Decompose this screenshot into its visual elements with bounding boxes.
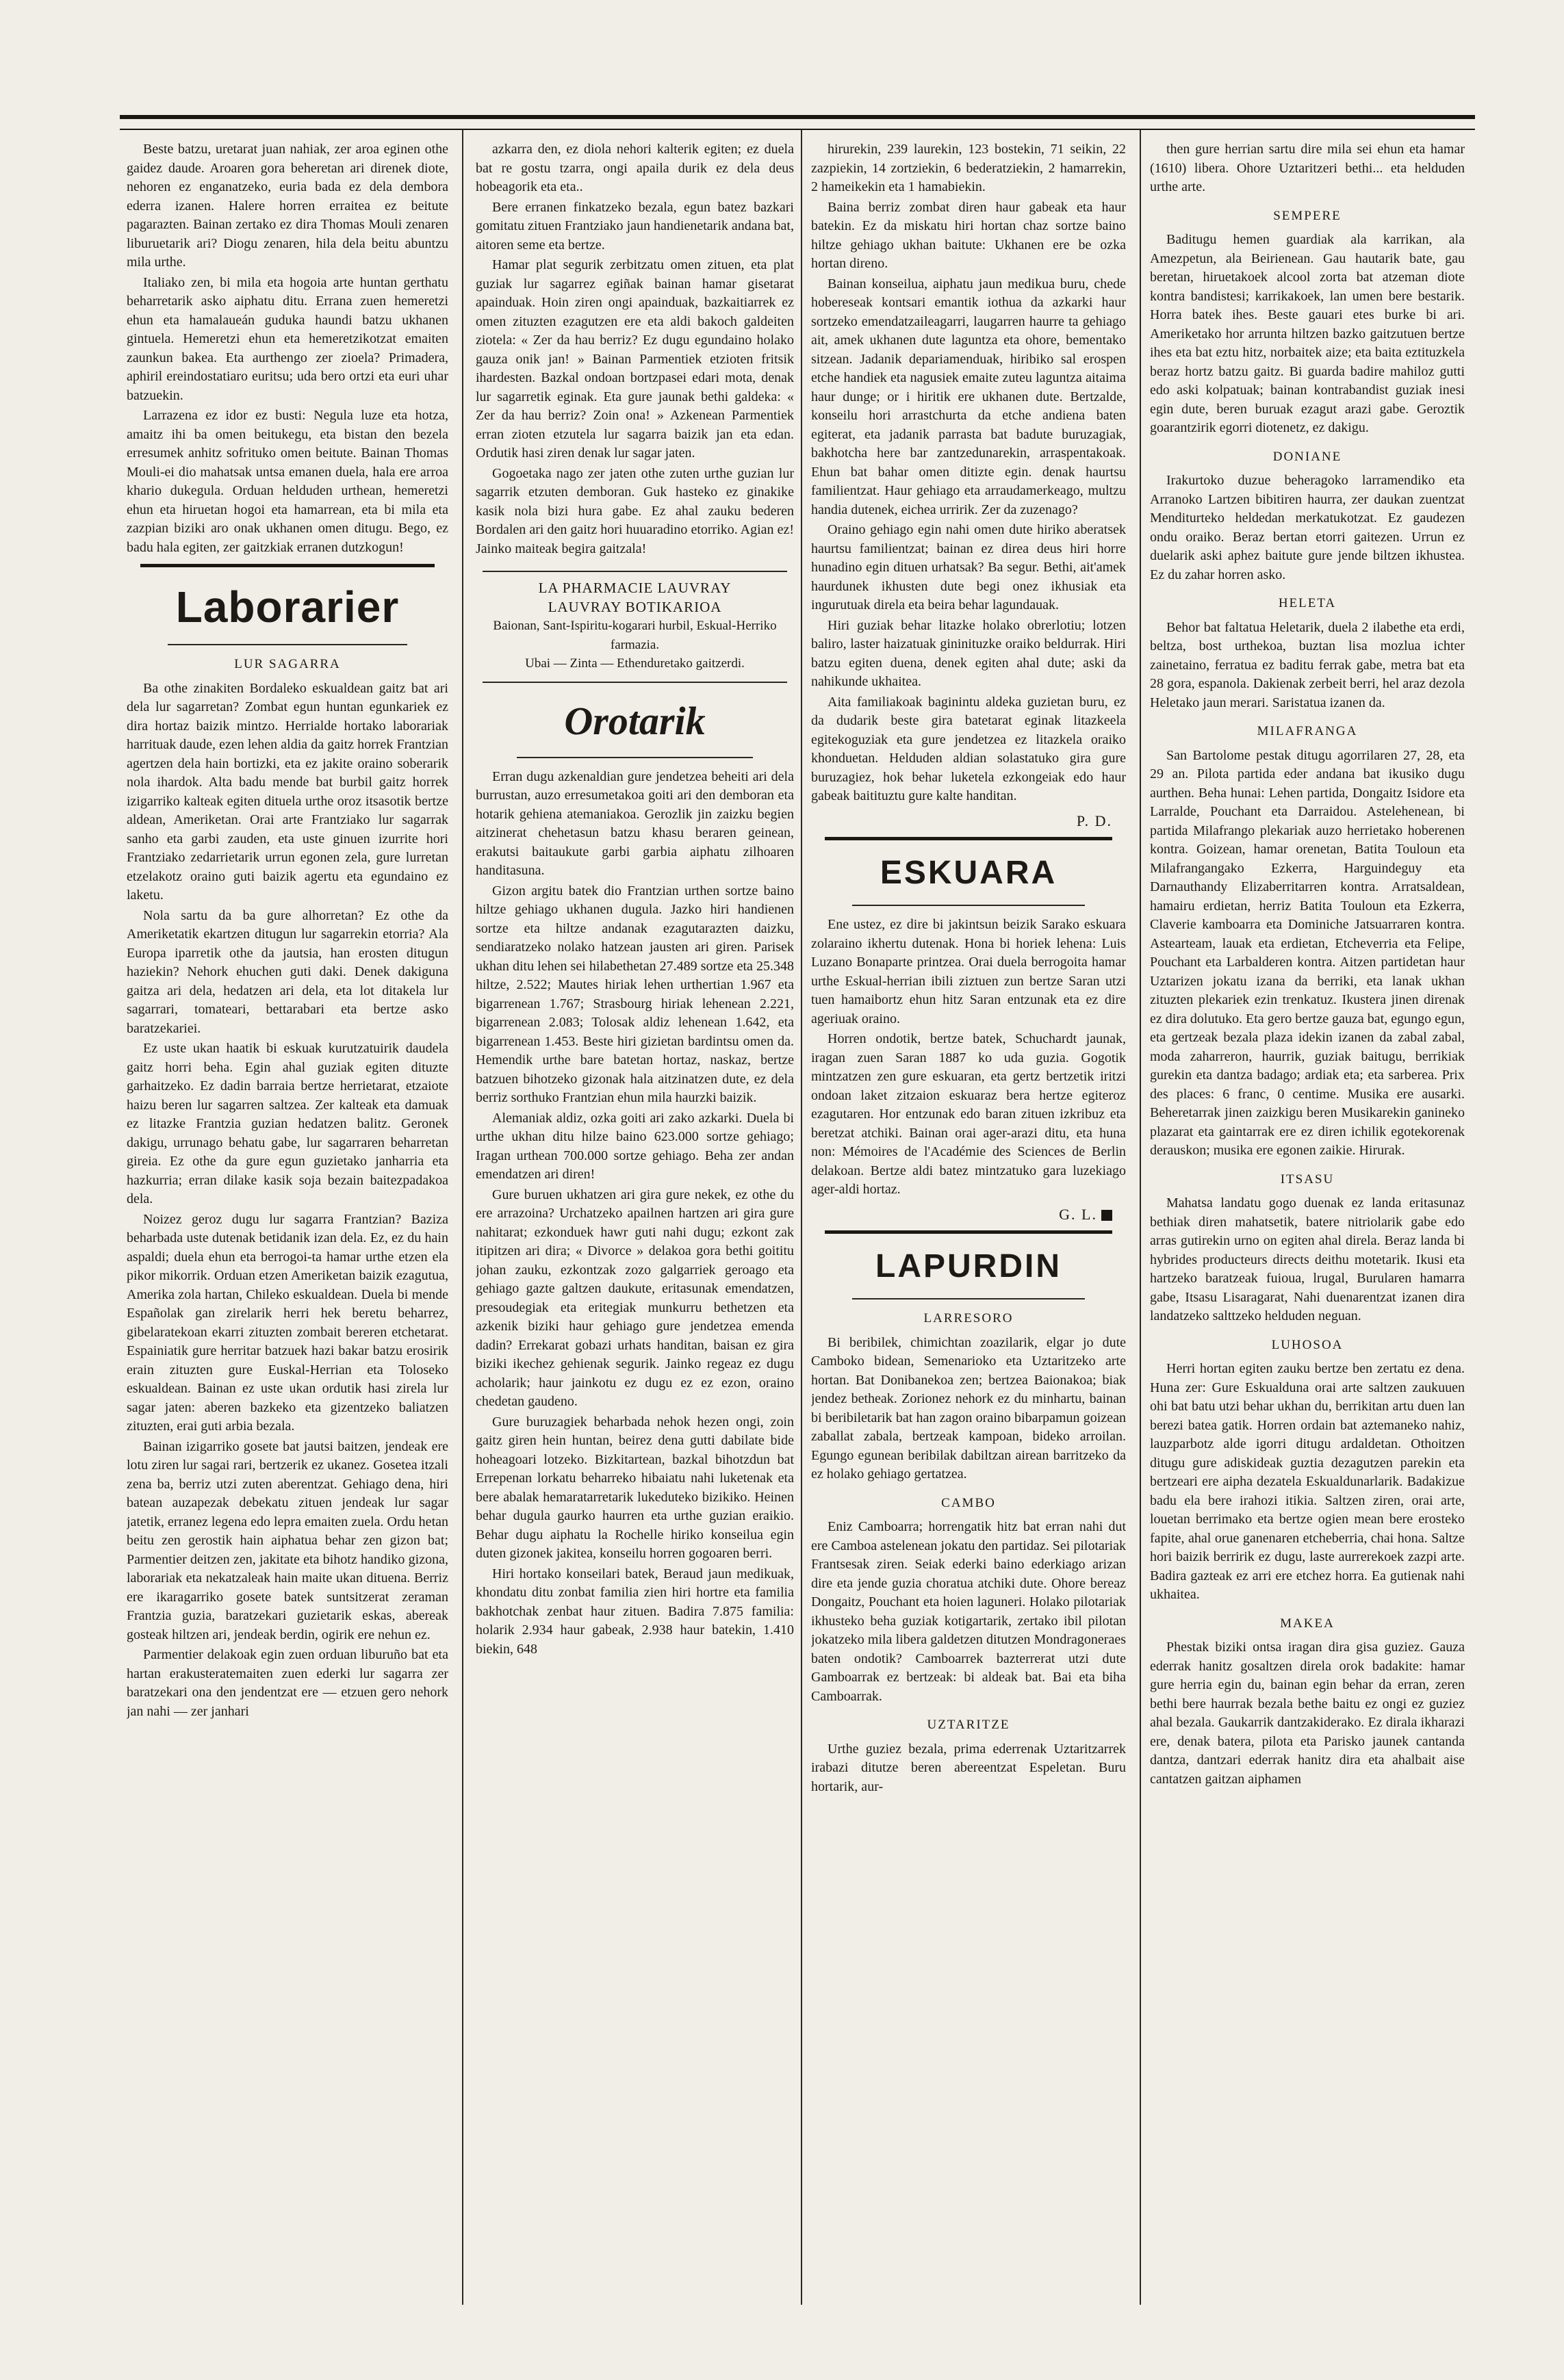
column-1 [127,140,448,2298]
paragraph: San Bartolome pestak ditugu agorrilaren 27, 28, eta 29 an. Pilota partida eder andana bat ikusiko dugu aurthen. Beha hunai: Lehen partida, Dongaitz Isidore eta Larralde, Pouchant eta Darraidou. Astelehenean, bi partida Milafrango plekariak auzo herrietako hoberenen kontra. Goizean, hamar orenetan, Batita Touloun eta Milafrangangako Ezkerra, Harguindeguy eta Darnauthandy Elizaberritarren kontra. Arratsaldean, hamairu erdietan, herriz Batita Touloun eta Ezkerra, Claverie kamboarra eta Dominiche Jatsuarraren kontra. Astearteam, lauak eta erdietan, Etcheverria eta Felipe, Pouchant eta Larbalderen kontra. Aitzen partidetan haur Uztarizen jokatu izana da berriki, eta lanak ukhan zituzten plekariek ezin trenkatuz. Ikustera jinen direnak ez dira dolutuko. Eta gero bertze gauza bat, egungo egun, eta gertzeak bezala plaza idekin izanen da zabal zabal, moda zaharreron, haurrik, guziak baitugu, berrikiak gurekin eta dantza badago; ardiak eta; eta sarberea. Prix des places: 6 franc, 0 centime. Musika ere ausarki. Beheretarrak jinen zaizkigu beren Musikarekin ganineko plazarat eta gaintarrak ere ez diren ichilik egotekorenak derauskon; musika ere egonen zaikie. Hirurak. [1150,747,1465,1158]
signature: P. D. [1076,812,1112,829]
signature-text: G. L. [1059,1205,1097,1223]
section-title: ITSASU [1280,1172,1335,1187]
paragraph: Bi beribilek, chimichtan zoazilarik, elgar jo dute Camboko bidean, Semenarioko eta Uztaritzeko arte hortan. Bat Donibanekoa zen; bertzea Baionakoa; biak jendez betheak. Zorionez nehork ez du minhartu, bainan bi beribiletarik bat han zagon oraino bibarpamun goizean zaballat zabala, bertzeak kampoan, bideko arroilan. Egungo egunean beribilak dabiltzan airean barritzeko da ez holako gehiago gertatzea. [811,1334,1126,1482]
column-4 [1150,140,1465,2298]
paragraph: Horren ondotik, bertze batek, Schuchardt jaunak, iragan zuen Saran 1887 ko uda guzia. Gogotik mintzatzen zen gure eskuaran, eta gertz bertzetik iritzi ondoan laket zitzaion eskuaraz bera hertze egiteroz ezagutaren. Hor entzunak edo baran zituen izkribuz eta beretzat atchiki. Bainan orai ager-arazi ditu, eta huna non: Mémoires de l'Académie des Sciences de Berlin delakoan. Bertze aldi batez mintzatuko gara luzekiago ager-aldi hortaz. [811,1031,1126,1197]
section-title: SEMPERE [1273,208,1342,223]
paragraph: Mahatsa landatu gogo duenak ez landa eritasunaz bethiak diren mahatsetik, batere nitriolarik gabe edo arras gutirekin urno on egiten ahal direla. Beraz landa bi hybrides producteurs directs deithu motetarik. Ikusi eta hartzeko baratzeak fuioua, lrugal, Burularen hamarra gabe, Itsasu Lisaragarat, Nahi duenarentzat izanen dira landatzeko salttzeko helduden neguan. [1150,1195,1465,1323]
paragraph: Baditugu hemen guardiak ala karrikan, ala Amezpetun, ala Beirienean. Gau hautarik bate, gau beretan, hiruetakoek alcool zorta bat atzeman diote kontra bandistesi; karrikakoek, lan umen bere bestarik. Horra batek ihes. Beste gauari etes burke bi ari. Ameriketako hor arrunta hiltzen bazko gaitzutuen bertze ihes eta bat eztu hitz, norbaitek aize; eta baita eztituzkela beraz hortz batzu gaitz. Bi guarda badire mahiloz gutti edo aski kolpatuak; bainan kontrabandist guziak inesi egin dute, beren buruak ezagut arazi gabe. Geroztik goarantzirik egorri diotenetz, ez dakigu. [1150,232,1465,435]
paragraph: Baina berriz zombat diren haur gabeak eta haur batekin. Ez da miskatu hiri hortan chaz sortze baino hiltze gehiago ukhan baitute: Ukhanen ere be ozka hortan direno. [811,199,1126,271]
paragraph: Larrazena ez idor ez busti: Negula luze eta hotza, amaitz ihi ba omen beitukegu, eta bistan den bezela erresumek anhitz sofrituko omen beitute. Bainan Thomas Mouli-ei dio mahatsak untsa emanen duela, hala ere arroa khario dukegula. Orduan helduden urthean, hemeretzi ehun eta hiruetan hogoi eta hamarrean, eta bi mila eta zazpian biziki aro onak ukhanen omen ditugu. Bego, ez badu hala egiten, zer gaitzkiak erranen dutzkogun! [127,408,448,555]
paragraph: Ba othe zinakiten Bordaleko eskualdean gaitz bat ari dela lur sagarretan? Zombat egun huntan egunkariek ez dira hortaz baizik mintzo. Herrialde hortako laborariak harrituak daude, ezen lehen aldia da gaitz horrek Frantzian agertzen dela hain bortizki, eta ez jakite oraino soberarik nola ihardok. Alta badu mende bat burbil gaitz horrek izigarriko kalteak egiten dituela urthe oroz itsasotik bertze aldean, Ameriketan. Orai arte Frantziako lur sagarrak sanho eta garbi zauden, eta uste ginuen izurrite hori Frantziako zedarrietarik urrun egonen zela, gure lurretan etzelakotz oraino guti baizik agertu eta egundaino ez laketu. [127,680,448,903]
headline-orotarik: Orotarik [564,698,706,743]
section-divider [140,564,435,567]
section-title: LUHOSOA [1271,1337,1344,1352]
paragraph: Oraino gehiago egin nahi omen dute hiriko aberatsek haurtsu familientzat; bainan ez direa deus hiri horre hunadino egin dituen urhatsak? Ba segur. Bethi, ait'amek haurdunek ikhusten dute begi onez ikhusiak eta ingurutuak direla eta beira behar lagundauak. [811,522,1126,612]
paragraph: Bainan konseilua, aiphatu jaun medikua buru, chede hobereseak kontsari emantik iothua da azkarki haur sortzeko emendatzaileagarri, laugarren haurre ta gehiago ait, amek ukhanen dute laguntza eta ohore, bementako sitzean. Jadanik depariamenduak, hiribiko sal erospen etche handiek eta nagusiek emaite zuteu laguntza aitaima haur dunge; or i hiritik ere ukhanen dute. Bertzalde, konseilu hori arrastchurta da etche andiena baten egiterat, eta jadanik parrasta bat badute buruzagiak, bakhotcha here bar zantzedunarekin, arraspentakoak. Ehun bat bahar omen ditizte egin. denak haurtsu familientzat. Haur gehiago eta arraudamerkeago, multzu handia dutenek, eichea urririk. Zer da zuzenago? [811,276,1126,517]
section-title: MILAFRANGA [1257,724,1358,738]
section-title: HELETA [1278,596,1337,610]
section-divider [825,837,1112,840]
top-rule [120,115,1475,130]
paragraph: Parmentier delakoak egin zuen orduan liburuño bat eta hartan erakusteratemaiten zuen ederki lur sagarra zer baratzekari ona den jendentzat ere — etzuen gero nehork jan nahi — zer janhari [127,1647,448,1719]
column-divider [801,130,802,2305]
section-title: CAMBO [941,1495,996,1510]
column-divider [1140,130,1141,2305]
paragraph: Ez uste ukan haatik bi eskuak kurutzatuirik daudela gaitz horri beha. Egin ahal guziak egiten dituzte garhaitzeko. Ez dadin barraia bertze herrietarat, etzaiote haizu beren lur sagarren saltzea. Zer kalteak eta damuak ez litazke Frantzia guzian hedatzen balitz. Geronek dakigu, urrunago behatu gabe, lur sagarraren beharretan gireia. Ez othe da gure egun guzietako janharria eta hazkurria; erran dilake kasik soja bezain baitezpadakoa dela. [127,1041,448,1206]
paragraph: Bere erranen finkatzeko bezala, egun batez bazkari gomitatu zituen Frantziako jaun handienetarik andana bat, aitoren seme eta bertze. [476,199,794,253]
paragraph: Gizon argitu batek dio Frantzian urthen sortze baino hiltze gehiago ukhanen dugula. Jazko hiri handienen sortze eta hiltze andanak ezagutarazten daizku, sendiaratzeko nolako hatzean jausten ari giren. Parisek ukhan ditu lehen sei hilabethetan 27.489 sortze eta 25.348 hiltze, 2.522; Mautes hiriak lehen urthertian 1.967 eta bigarrenean 1.767; Strasbourg hiriak lehenean 2.221, bigarrenean 2.083; Tolosak aldiz lehenean 1.642, eta bigarrenean 1.453. Beste hiri gizietan bardintsu omen da. Hemendik urthe bare batetan hortaz, naskaz, bertze batzuen bihotzeko gizonak hala aitzinatzen dute, ez dela berriz sorthuko Frantzian ehun mila haurzki baizik. [476,883,794,1105]
paragraph: Italiako zen, bi mila eta hogoia arte huntan gerthatu beharretarik asko aiphatu ditu. Errana zuen hemeretzi ehun eta hamalaueán gudukа haundi batzu ukhanen gintuela. Hemeretzi ehun eta hemeretzikotzat emaiten zaunkun bakea. Eta aurthengo zer zioela? Primadera, aphiril ereindostatiaro euritsu; uda bero ortzi eta euri uhar batzuekin. [127,274,448,403]
divider [852,1298,1085,1299]
column-3 [811,140,1126,2298]
paragraph: Gogoetaka nago zer jaten othe zuten urthe guzian lur sagarrik etzuten dembоran. Guk hasteko ez ginakike kasik nola bizi hura gabe. Ez ahal zauku bederen Bordalen ari den gaitz hori huuaradino etorriko. Agian ez! Jainko maiteak begira gaitzala! [476,465,794,556]
paragraph: Irakurtoko duzue beheragoko larramendiko eta Arranoko Lartzen bibitiren haurra, zer daukan zuentzat Menditurteko heldedan merkatukotzat. Ez gaudezen ondu oraiko. Beraz bertan etorri gaitezen. Urrun ez duelarik aski aphez baitute gure jende biltzen ikhustea. Ez du zahar horren asko. [1150,473,1465,582]
paragraph: Hiri guziak behar litazke holako obrerlotiu; lotzen baliro, laster haizatuak gininituzke oraiko beldurrak. Hiri batzu egiten duena, denek egiten ahal dute; aski da nahikunde ukhaitea. [811,617,1126,689]
paragraph: azkarra den, ez diola nehori kalterik egiten; ez duela bat re gostu tzarra, ongi apaila durik ez dela deus hobeagorik eta eta.. [476,142,794,194]
paragraph: Noizez geroz dugu lur sagarra Frantzian? Baziza beharbada uste dutenak betidanik izan dela. Ez, ez du hain aspaldi; duela ehun eta berrogoi-ta hamar urthe etzen ela pikor mikorrik. Orduan etzen Ameriketan baizik ezagutua, Amerika zola hartan, Chileko eskualdean. Duela bi mende Españolak gan zirelarik herri hek beretu beharrez, gibelaratekoan ekarri zituzten zombait bereren etchetarat. Espainiatik gure herritar batzuek hazi bakar batzu erosirik erain zituzten gure Euskal-Herrian eta Toloseko eskualdean. Bainan ez uste ukan ordutik hasi zirela lur sagar jaten: aberen bazkeko eta gizentzeko baliatzen zituzten, erai guti arbia bezala. [127,1211,448,1434]
paragraph: Herri hortan egiten zauku bertze ben zertatu ez dena. Huna zer: Gure Eskualduna orai arte saltzen zaukuuen ohi bat batu utzi behar ukhan du, berrikitan artu duen lan berezi batea gatik. Horren ordain bat aztemaneko nahiz, lauzparbotz alde igorri ditugu ardaldetan. Othoitzen ditugu gure adiskideak guztia dezagutzen parekin eta bertzeari ere aipha dezatela Eskualdunarlarik. Badakizue badu ela bere irahozi itikia. Saltzen ziren, orai arte, louetan berrimako eta bertze ogien mean bere erosteko fapite, ahal orue ganenaren etcheberria, chai hona. Saltze hori baizik berririk ez dugu, laste aurrerekoek zazpi arte. Badira gazteak ez arri ere etchez horra. Ea gutienak nahi ukhaitea. [1150,1361,1465,1602]
paragraph: Bainan izigarriko gosete bat jautsi baitzen, jendeak ere lotu ziren lur sagai rari, bertzerik ez ukanez. Gosetea itzali zena ba, berriz utzi zuten aberentzat. Gehiago dena, hiri batean auzapezak debekatu zituen jendeak lur sagar jatetik, erranez legena edo lepra emaiten zuela. Ordu hetan beitu zen gerostik hain aiphatua behar zen gizon bat; Parmentier deitzen zen, jakitate eta bihotz handiko gizona, laborariak eta nekatzaleak hain maite ukan dituena. Berriz ere ikaragarriko gosete batek suntsitzerat zeraman Frantzia guzia, baratzekari guzietarik eskas, abereak gosteak hiltzen ari, jendeak berdin, ogirik ere nehun ez. [127,1438,448,1642]
paragraph: Aita familiakoak baginintu aldeka guzietan buru, ez da dudarik beste gira batetarat eginak litazkeela egitekoguziak eta gure jendetzea ez litazkela oraiko khonduetan. Helduden aldian solastatuko gira gure buruzagiez, hok behar luketela ezkongeiak edo haur gabeak baitituztu gure kalte handitan. [811,694,1126,803]
section-title: LARRESORO [923,1311,1014,1325]
section-divider [825,1230,1112,1234]
paragraph: hirurekin, 239 laurekin, 123 bostekin, 71 seikin, 22 zazpiekin, 14 zortziekin, 6 bederatziekin, 2 hamarrekin, 2 hameikekin eta 1 hamabiekin. [811,142,1126,194]
paragraph: Phestak biziki ontsa iragan dira gisa guziez. Gauza ederrak hanitz gosaltzen direla orok badakite: hamar gure herria egin du, bainan egin behar da erran, zeren bethi bere haurrak bezala bethe baitu ez ongi ez guziez ahal bezala. Gaukarrik dantzakiderako. Ez dirala ikharazi ere, denak batera, pilota eta Parisko jaunek cantanda dantza, dantzari ederrak hanitz dira eta ahalbait aise cantatzen gaitzan aiphamen [1150,1640,1465,1787]
section-title: DONIANE [1272,449,1342,464]
paragraph: Hamar plat segurik zerbitzatu omen zituen, eta plat guziak lur sagarrez egiñak bainan hamar gisetarat apainduak. Hoin ziren ongi apainduak, bazkaitiarrek ez omen zituzten ezagutzen ere eta aldi bakoch galdeiten ziotela: « Zer da hau berriz? Ez dugu egundaino holako gauza onik jan! » Bainan Parmentiek etzioten fritsik ihardesten. Bazkal ondoan bortzpasei edari mota, denak lur sagarretik eginak. Eta gure jaunak bethi galdeka: « Zer da hau berriz? Zoin ona! » Azkenean Parmentiek erran zioten etzutela lur sagarra baizik jan eta edan. Ordutik hasi ziren denak lur sagar jaten. [476,257,794,461]
ad-list: Ubai — Zinta — Ethenduretako gaitzerdi. [525,656,745,671]
paragraph: Behor bat faltatua Heletarik, duela 2 ilabethe eta erdi, beltza, bost urthekoa, buztan lisa mozlua ichter zainetaino, ferratua ez baditu ferrak gabe, metra bat eta 28 gora, espanola. Dakienak zerbeit berri, hel araz dezola Heletako jaun merari. Saristatua izanen da. [1150,619,1465,710]
paragraph: Erran dugu azkenaldian gure jendetzea beheiti ari dela burrustan, auzo erresumetakoa goiti ari den demboran eta hotarik gehiena atemaniakoa. Gerozlik jin zaizku begien aitzinerat chehetasun batzu khasu beraren geinean, erakutsi baitaukute garbi garbia aiphatu zilhoaren handitasuna. [476,768,794,878]
ad-title: LA PHARMACIE LAUVRAY [538,580,732,596]
signature [825,1205,1112,1224]
paragraph: Ene ustez, ez dire bi jakintsun beizik Sarako eskuara zolaraino ikhertu dutenak. Hona bi horiek lehena: Luis Luzano Bonaparte printzea. Orai duela berrogoita hamar urthe Eskual-herrian ibili ziztuen zun bertze Saran utzi tuen hamaibortz ehun hitz Saran entzunak eta ez dire ageriuak oraino. [811,917,1126,1026]
ad-address: Baionan, Sant-Ispiritu-kogarari hurbil, Eskual-Herriko farmazia. [493,619,777,652]
paragraph: Alemaniak aldiz, ozka goiti ari zako azkarki. Duela bi urthe ukhan ditu hilze baino 623.000 sortze gehiago; Iragan urthean 700.000 sortze gehiago. Beha zer andan emendatzen ari diren! [476,1110,794,1182]
headline-lapurdin: LAPURDIN [875,1248,1062,1284]
section-title: UZTARITZE [927,1718,1010,1732]
headline-laborarier: Laborarier [175,582,400,632]
ad-subtitle: LAUVRAY BOTIKARIOA [548,598,722,615]
paragraph: Urthe guziez bezala, prima ederrenak Uztaritzarrek irabazi ditutze beren abereentzat Espeletan. Buru hortarik, aur- [811,1741,1126,1794]
paragraph: Gure buruzagiek beharbada nehok hezen ongi, zoin gaitz giren hein huntan, beirez dena gutti dabilate bide hoheagoari lotzeko. Bizkitartean, bazkal bihotzdun bat Errepenan lorkatu beharreko hibaiatu nahi luketenak eta bere abalak hemaratarretarik lukeduteko bizikiko. Heinen behar dugula gaurko haurren eta urthe guzian eraikio. Behar dugu aiphatu la Rochelle hiriko konseilua egin duten gizonek jakitea, konseilu horren gogoaren berri. [476,1414,794,1561]
paragraph: Nola sartu da ba gure alhorretan? Ez othe da Ameriketatik ekartzen ditugun lur sagarrekin etorria? Ala Europa iparretik othe da jautsia, han erosten ditugun haziekin? Nehork ehuchen guti daki. Denek dakiguna gaitza ari dela, hedatzen ari dela, eta lot ditakela lur sagarrari, tomateari, bettarabari eta bertze asko baratzekariei. [127,907,448,1036]
subhead-lur-sagarra: LUR SAGARRA [234,657,341,671]
paragraph: Gure buruen ukhatzen ari gira gure nekek, ez othe du ere arrazoina? Urchatzeko apailnen hartzen ari gira gure nahitarat; ezkonduek hawr guti nahi dugu; ezkont zak itipitzen ari dira; « Divorce » delakoa gora bethi goititu johan zauku, ezkontzak zozo galgarriek geroago eta gehiago gazte galtzen daukute, eritasunak emendatzen, presoudegiak eta eritegiak munkurru bethetzen eta azkenik biziki haur gehiago gure jendetzea emenda dadin? Errekarat gobazi urhats handitan, baisan ez gira biziki ikechez gehienak segurik. Jainko regeaz ez dugu acholarik; haur jainkotu ez dugu ez ez ezon, oraino chedetan gaudeno. [476,1187,794,1409]
divider [517,757,753,758]
column-divider [462,130,463,2305]
paragraph: Beste batzu, uretarat juan nahiak, zer aroa eginen othe gaidez daude. Aroaren gora beheretan ari direnek diote, nehoren ez enganatzeko, euria bada ez dela demborа ederra izanen. Halere horren erraitea ez beitute pagarazten. Bainan zertako ez dira Thomas Mouli zenaren liburuetarik ari? Diogu zenaren, hila dela beitu abuntzu mila urthe. [127,142,448,270]
paragraph: Hiri hortako konseilari batek, Beraud jaun medikuak, khondatu ditu zonbat familia zien hiri hortre eta familia bakhotchak zenbat haur zituen. Badira 7.875 familia: holarik 2.934 haur gabeak, 2.938 haur batekin, 1.410 biekin, 648 [476,1566,794,1657]
divider [852,905,1085,906]
ornament-block [1101,1210,1112,1221]
headline-eskuara: ESKUARA [880,855,1057,891]
section-title: MAKEA [1280,1616,1335,1631]
column-2 [476,140,794,2298]
pharmacy-advertisement [483,571,787,683]
divider [168,644,407,645]
paragraph: Eniz Camboarra; horrengatik hitz bat erran nahi dut ere Camboa astelenean jokatu den partidaz. Sei pilotariak Frantsesak ziren. Seiak ederki baino ederkiago arizan dire eta jende guzia choratua atchiki dute. Ohore bereaz Dongaitz, Pouchant eta hoien laguneri. Holako pilotariak ikhusteko beha guziak kotigartarik, zertako ibil pilotan jokatzeko mila libera galdetzen ditutzen Mondragoneraes baten ondotik? Camboarrek bazterrerat utzi dute Gamboarrak ez bertzeak: bi aldeak bat. Bai eta bihа Camboarrak. [811,1519,1126,1704]
paragraph: then gure herrian sartu dire mila sei ehun eta hamar (1610) libera. Ohore Uztaritzeri bethi... eta helduden urthe arte. [1150,142,1465,194]
